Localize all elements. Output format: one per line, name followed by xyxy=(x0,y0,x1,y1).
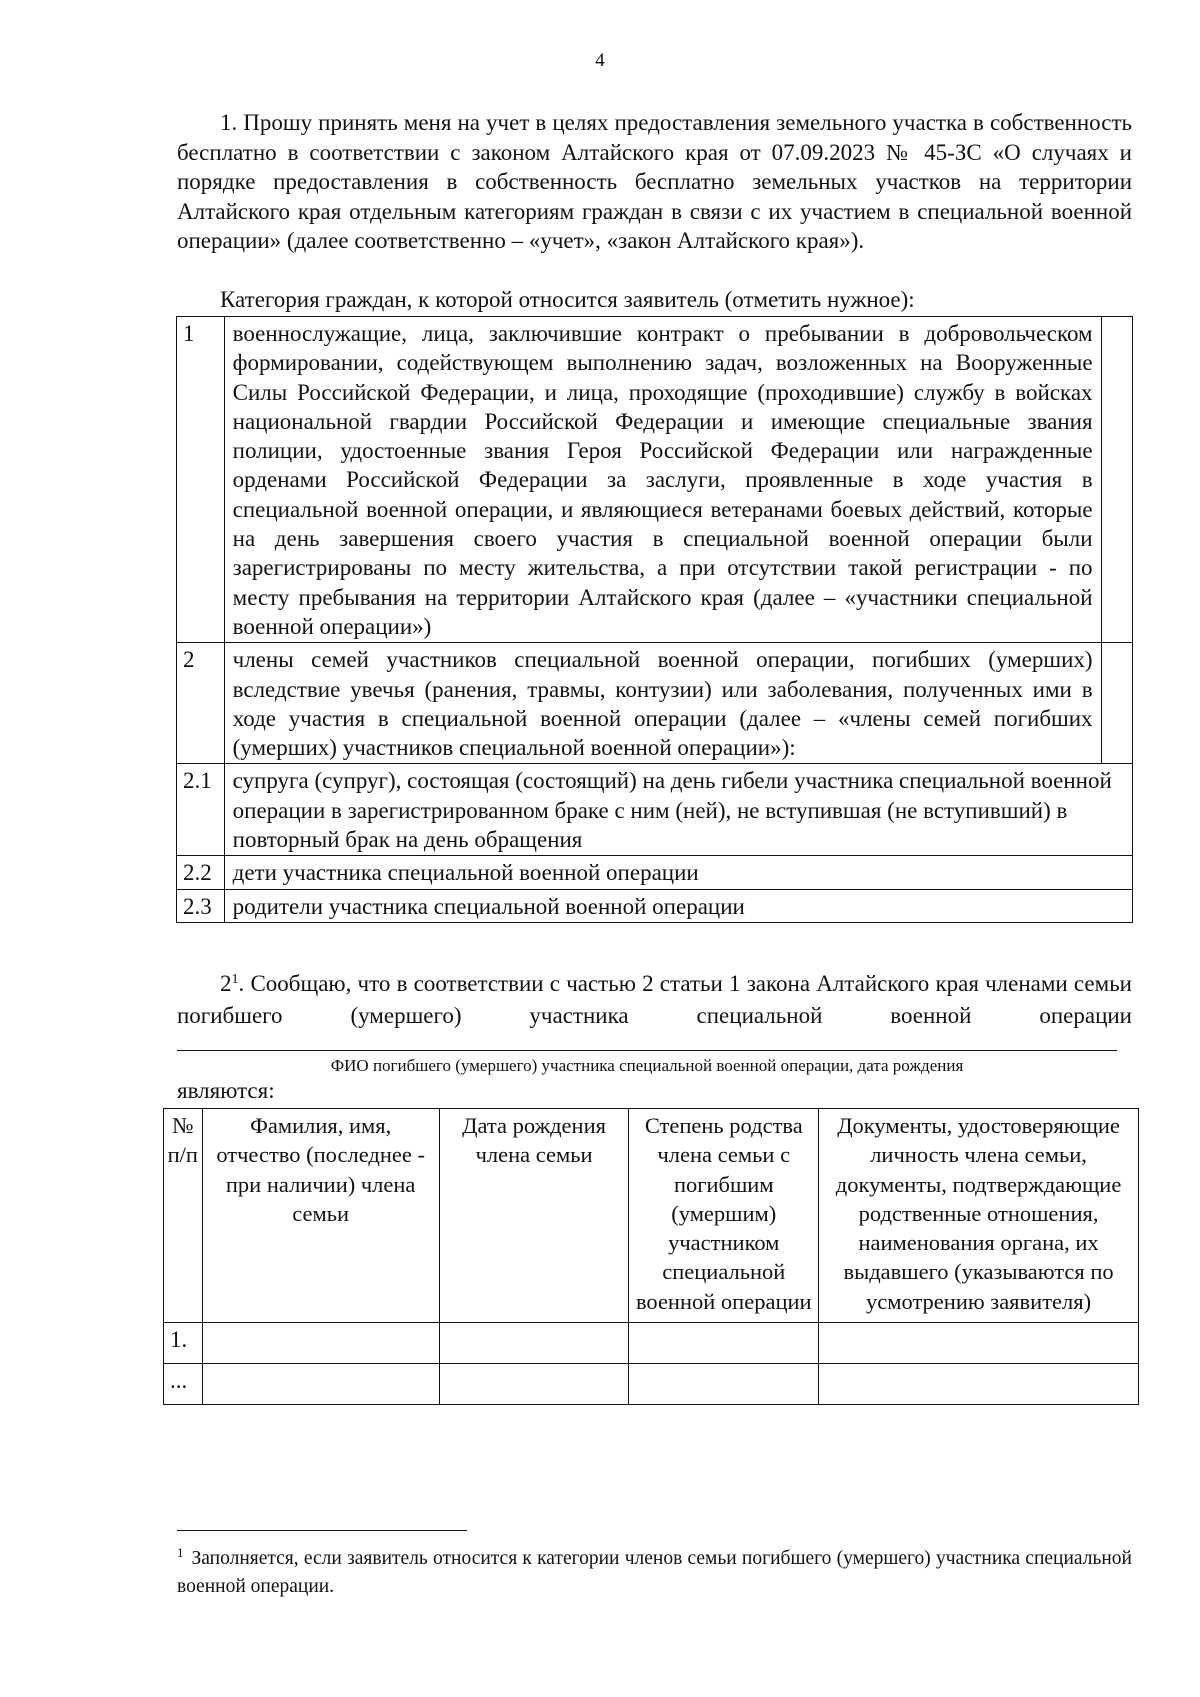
page-number: 4 xyxy=(595,50,605,71)
table-row xyxy=(164,1364,1139,1405)
paragraph-family-members xyxy=(177,968,1132,1032)
category-number: 1 xyxy=(177,317,225,643)
col-header-relation: Степень родства члена семьи с погибшим (умершим) участником специальной военной операции xyxy=(629,1109,819,1323)
category-row xyxy=(177,856,1133,889)
table-header-row xyxy=(164,1109,1139,1323)
col-header-number: № п/п xyxy=(164,1109,203,1323)
birthdate-cell[interactable] xyxy=(439,1323,629,1364)
category-row xyxy=(177,764,1133,856)
category-text: члены семей участников специальной военной операции, погибших (умерших) вследствие увечья (ранения, травмы, контузии) или заболевания, полученных ими в ходе участия в специальной военной операции (далее – «члены семей погибших (умерших) участников специальной военной операции»): xyxy=(224,643,1101,764)
family-members-table xyxy=(163,1108,1139,1405)
footnote-marker: 1 xyxy=(177,1545,184,1560)
category-text: дети участника специальной военной операции xyxy=(224,856,1132,889)
category-text: супруга (супруг), состоящая (состоящий) на день гибели участника специальной военной операции в зарегистрированном браке с ним (ней), не вступившая (не вступивший) в повторный брак на день обращения xyxy=(224,764,1132,856)
footnote-ref: 1 xyxy=(231,972,239,987)
table-row xyxy=(164,1323,1139,1364)
category-number: 2.2 xyxy=(177,856,225,889)
category-intro: Категория граждан, к которой относится заявитель (отметить нужное): xyxy=(220,287,915,312)
category-number: 2.3 xyxy=(177,889,225,922)
category-text: родители участника специальной военной операции xyxy=(224,889,1132,922)
category-text: военнослужащие, лица, заключившие контракт о пребывании в добровольческом формировании, содействующем выполнению задач, возложенных на Вооруженные Силы Российской Федерации, и лица, проходящие (проходившие) службу в войсках национальной гвардии Российской Федерации и имеющие специальные звания полиции, удостоенные звания Героя Российской Федерации или награжденные орденами Российской Федерации за заслуги, проявленные в ходе участия в специальной военной операции, и являющиеся ветеранами боевых действий, которые на день завершения своего участия в специальной военной операции были зарегистрированы по месту жительства, а при отсутствии такой регистрации - по месту пребывания на территории Алтайского края (далее – «участники специальной военной операции») xyxy=(224,317,1101,643)
category-mark-cell[interactable] xyxy=(1101,317,1132,643)
col-header-documents: Документы, удостоверяющие личность члена семьи, документы, подтверждающие родственные отношения, наименования органа, их выдавшего (указываются по усмотрению заявителя) xyxy=(819,1109,1139,1323)
footnote-text: Заполняется, если заявитель относится к категории членов семьи погибшего (умершего) участника специальной военной операции. xyxy=(177,1548,1132,1597)
footnote xyxy=(177,1545,1132,1601)
relation-cell[interactable] xyxy=(629,1364,819,1405)
fio-caption: ФИО погибшего (умершего) участника специальной военной операции, дата рождения xyxy=(330,1056,964,1075)
documents-cell[interactable] xyxy=(819,1364,1139,1405)
category-number: 2.1 xyxy=(177,764,225,856)
footnote-separator xyxy=(177,1530,467,1531)
name-cell[interactable] xyxy=(202,1323,439,1364)
row-number: ... xyxy=(164,1364,203,1405)
col-header-birthdate: Дата рождения члена семьи xyxy=(439,1109,629,1323)
paragraph-request: 1. Прошу принять меня на учет в целях предоставления земельного участка в собственность бесплатно в соответствии с законом Алтайского края от 07.09.2023 № 45-ЗС «О случаях и порядке предоставления в собственность бесплатно земельных участков на территории Алтайского края отдельным категориям граждан в связи с их участием в специальной военной операции» (далее соответственно – «учет», «закон Алтайского края»). xyxy=(177,110,1132,254)
row-number: 1. xyxy=(164,1323,203,1364)
category-mark-cell[interactable] xyxy=(1101,643,1132,764)
are-label: являются: xyxy=(177,1078,275,1103)
documents-cell[interactable] xyxy=(819,1323,1139,1364)
category-row xyxy=(177,317,1133,643)
category-table xyxy=(176,316,1133,923)
paragraph-text: . Сообщаю, что в соответствии с частью 2 статьи 1 закона Алтайского края членами семьи погибшего (умершего) участника специальной военной операции xyxy=(177,971,1132,1028)
category-row xyxy=(177,643,1133,764)
fio-fill-line[interactable] xyxy=(177,1050,1117,1051)
category-number: 2 xyxy=(177,643,225,764)
category-row xyxy=(177,889,1133,922)
paragraph-number: 2 xyxy=(220,971,232,996)
col-header-name: Фамилия, имя, отчество (последнее - при наличии) члена семьи xyxy=(202,1109,439,1323)
birthdate-cell[interactable] xyxy=(439,1364,629,1405)
name-cell[interactable] xyxy=(202,1364,439,1405)
relation-cell[interactable] xyxy=(629,1323,819,1364)
